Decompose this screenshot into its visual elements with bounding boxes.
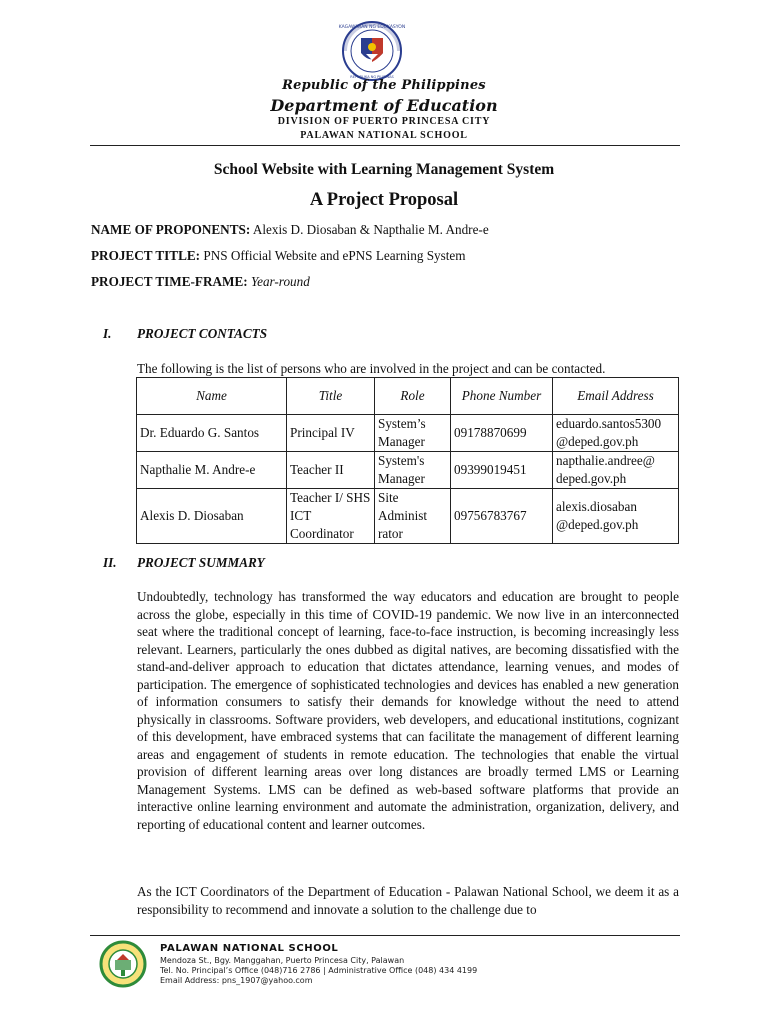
column-header: Name	[137, 378, 287, 415]
department-heading: Department of Education	[270, 96, 498, 115]
table-cell: alexis.diosaban @deped.gov.ph	[553, 489, 679, 544]
deped-seal-icon	[333, 20, 411, 82]
column-header: Email Address	[553, 378, 679, 415]
table-row	[137, 489, 679, 544]
table-cell: 09756783767	[451, 489, 553, 544]
table-cell: Teacher II	[287, 452, 375, 489]
school-heading: PALAWAN NATIONAL SCHOOL	[300, 130, 468, 141]
table-cell: System’s Manager	[375, 415, 451, 452]
table-cell: System's Manager	[375, 452, 451, 489]
table-cell: Site Administ rator	[375, 489, 451, 544]
contacts-intro: The following is the list of persons who are involved in the project and can be contacted.	[137, 361, 606, 376]
summary-paragraph-2: As the ICT Coordinators of the Department of Education - Palawan National School, we deem it as a responsibility to recommend and innovate a solution to the challenge due to	[137, 884, 679, 917]
table-cell: Dr. Eduardo G. Santos	[137, 415, 287, 452]
school-logo-icon	[93, 940, 153, 988]
timeframe-line	[91, 274, 310, 290]
column-header: Role	[375, 378, 451, 415]
table-cell: napthalie.andree@ deped.gov.ph	[553, 452, 679, 489]
section2-title: PROJECT SUMMARY	[137, 555, 265, 570]
proponents-label: NAME OF PROPONENTS:	[91, 222, 251, 237]
table-row	[137, 415, 679, 452]
summary-paragraph-1: Undoubtedly, technology has transformed the way educators and education are brought to people across the globe, especially in this time of COVID-19 pandemic. We now live in an interconnected seat where the traditional concept of learning, face-to-face instruction, is becoming increasingly less relevant. Learners, particularly the ones dubbed as digital natives, are becoming dissatisfied with the stand-and-deliver approach to education that dictates attendance, learning venues, and modes of participation. The emergence of sophisticated technologies and devices has enabled a new generation of information consumers to satisfy their demands for knowledge without the need to attend physically in classrooms. Software providers, web developers, and educational institutions, cognizant of this development, have embraced systems that can facilitate the management of different learning areas and engagement of students in remote education. The technologies that enable the virtual provision of different learning areas over long distances are broadly termed LMS or Learning Management Systems. LMS can be defined as web-based software platforms that provide an interactive online learning environment and automate the administration, organization, delivery, and reporting of educational content and learner outcomes.	[137, 589, 679, 832]
svg-text:REPUBLIKA NG PILIPINAS: REPUBLIKA NG PILIPINAS	[350, 75, 394, 79]
section1-title: PROJECT CONTACTS	[137, 326, 268, 341]
footer-address: Mendoza St., Bgy. Manggahan, Puerto Princesa City, Palawan	[160, 956, 405, 965]
table-cell: 09399019451	[451, 452, 553, 489]
table-cell: 09178870699	[451, 415, 553, 452]
section2-number: II.	[103, 555, 117, 570]
table-cell: Principal IV	[287, 415, 375, 452]
project-title-value: PNS Official Website and ePNS Learning System	[203, 248, 466, 263]
project-title-label: PROJECT TITLE:	[91, 248, 201, 263]
table-cell: eduardo.santos5300 @deped.gov.ph	[553, 415, 679, 452]
timeframe-value: Year-round	[250, 274, 310, 289]
footer-school-name: PALAWAN NATIONAL SCHOOL	[160, 943, 339, 954]
document-title: School Website with Learning Management System	[213, 161, 555, 178]
republic-heading: Republic of the Philippines	[282, 78, 486, 93]
table-cell: Napthalie M. Andre-e	[137, 452, 287, 489]
proponents-line	[91, 222, 489, 238]
document-subtitle: A Project Proposal	[309, 190, 459, 210]
table-row	[137, 452, 679, 489]
header-divider	[90, 145, 680, 146]
section1-number: I.	[103, 326, 112, 341]
column-header: Title	[287, 378, 375, 415]
table-header-row	[137, 378, 679, 415]
footer-phones: Tel. No. Principal’s Office (048)716 2786 | Administrative Office (048) 434 4199	[160, 966, 478, 975]
footer-divider	[90, 935, 680, 936]
table-cell: Teacher I/ SHS ICT Coordinator	[287, 489, 375, 544]
column-header: Phone Number	[451, 378, 553, 415]
svg-text:KAGAWARAN NG EDUKASYON: KAGAWARAN NG EDUKASYON	[338, 25, 406, 30]
footer-email: Email Address: pns_1907@yahoo.com	[160, 976, 313, 985]
timeframe-label: PROJECT TIME-FRAME:	[91, 274, 248, 289]
contacts-table	[136, 377, 679, 544]
proponents-value: Alexis D. Diosaban & Napthalie M. Andre-e	[252, 222, 489, 237]
project-title-line	[91, 248, 466, 264]
division-heading: DIVISION OF PUERTO PRINCESA CITY	[277, 116, 491, 127]
table-cell: Alexis D. Diosaban	[137, 489, 287, 544]
